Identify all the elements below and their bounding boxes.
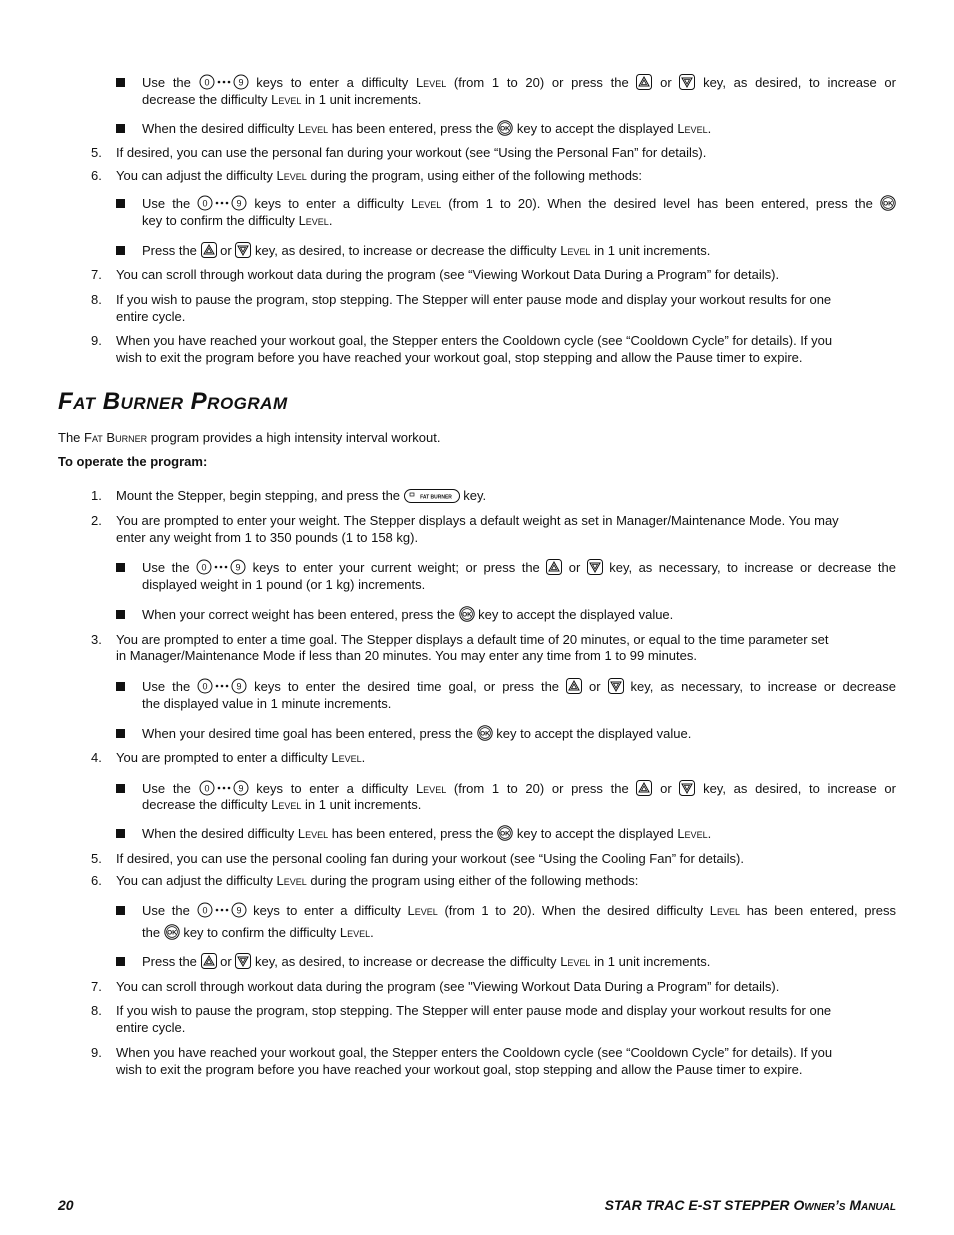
bullet-marker bbox=[116, 563, 125, 572]
down-key-icon bbox=[679, 780, 695, 796]
fb-b8: Press the or key, as desired, to increase or decrease the difficulty Level in 1 unit increments. bbox=[142, 954, 711, 969]
bullet-marker bbox=[116, 784, 125, 793]
ok-key-icon bbox=[880, 195, 896, 211]
step-number: 7. bbox=[91, 979, 102, 994]
down-key-icon bbox=[235, 953, 251, 969]
bullet-marker bbox=[116, 906, 125, 915]
step-number: 4. bbox=[91, 750, 102, 765]
digit-keys-icon bbox=[196, 559, 246, 575]
fb-step3-line1: You are prompted to enter a time goal. The Stepper displays a default time of 20 minutes, or equal to the time parameter set bbox=[116, 632, 829, 647]
up-key-icon bbox=[546, 559, 562, 575]
top-b1-line1: Use the keys to enter a difficulty Level (from 1 to 20) or press the or key, as desired, to increase or bbox=[142, 75, 896, 90]
bullet-marker bbox=[116, 610, 125, 619]
up-key-icon bbox=[636, 780, 652, 796]
step-number: 7. bbox=[91, 267, 102, 282]
fb-step7: You can scroll through workout data during the program (see "Viewing Workout Data During a Program” for details). bbox=[116, 979, 780, 994]
top-step9-line1: When you have reached your workout goal, the Stepper enters the Cooldown cycle (see “Cooldown Cycle” for details). If you bbox=[116, 333, 833, 348]
fb-step2-line1: You are prompted to enter your weight. The Stepper displays a default weight as set in Manager/Maintenance Mode. You may bbox=[116, 513, 839, 528]
bullet-marker bbox=[116, 829, 125, 838]
ok-key-icon bbox=[164, 924, 180, 940]
step-number: 5. bbox=[91, 851, 102, 866]
digit-keys-icon bbox=[199, 74, 249, 90]
fb-b1-line2: displayed weight in 1 pound (or 1 kg) increments. bbox=[142, 577, 426, 592]
step-number: 9. bbox=[91, 333, 102, 348]
top-b1-line2: decrease the difficulty Level in 1 unit increments. bbox=[142, 92, 422, 107]
fb-step6: You can adjust the difficulty Level during the program using either of the following methods: bbox=[116, 873, 639, 888]
top-step6: You can adjust the difficulty Level during the program, using either of the following methods: bbox=[116, 168, 643, 183]
fb-step3-line2: in Manager/Maintenance Mode if less than 20 minutes. You may enter any time from 1 to 99 minutes. bbox=[116, 648, 697, 663]
down-key-icon bbox=[235, 242, 251, 258]
fb-step9-line1: When you have reached your workout goal, the Stepper enters the Cooldown cycle (see “Cooldown Cycle” for details). If you bbox=[116, 1045, 833, 1060]
bullet-marker bbox=[116, 199, 125, 208]
bullet-marker bbox=[116, 78, 125, 87]
step-number: 3. bbox=[91, 632, 102, 647]
fb-b3-line1: Use the keys to enter the desired time goal, or press the or key, as necessary, to increase or decrease bbox=[142, 679, 896, 694]
top-step9-line2: wish to exit the program before you have reached your workout goal, stop stepping and allow the Pause timer to expire. bbox=[116, 350, 803, 365]
step-number: 6. bbox=[91, 873, 102, 888]
fb-step8-line1: If you wish to pause the program, stop stepping. The Stepper will enter pause mode and display your workout results for one bbox=[116, 1003, 832, 1018]
step-number: 8. bbox=[91, 1003, 102, 1018]
fb-b5-line1: Use the keys to enter a difficulty Level (from 1 to 20) or press the or key, as desired, to increase or bbox=[142, 781, 896, 796]
ok-key-icon bbox=[477, 725, 493, 741]
fb-step9-line2: wish to exit the program before you have reached your workout goal, stop stepping and allow the Pause timer to expire. bbox=[116, 1062, 803, 1077]
step-number: 2. bbox=[91, 513, 102, 528]
step-number: 5. bbox=[91, 145, 102, 160]
up-key-icon bbox=[636, 74, 652, 90]
top-step7: You can scroll through workout data during the program (see “Viewing Workout Data During a Program” for details). bbox=[116, 267, 780, 282]
page-number: 20 bbox=[58, 1197, 74, 1213]
step-number: 9. bbox=[91, 1045, 102, 1060]
operate-heading: To operate the program: bbox=[58, 454, 208, 469]
bullet-marker bbox=[116, 246, 125, 255]
manual-title: STAR TRAC E-ST STEPPER Owner’s Manual bbox=[604, 1197, 896, 1213]
ok-key-icon bbox=[497, 825, 513, 841]
fb-step5: If desired, you can use the personal cooling fan during your workout (see “Using the Cooling Fan” for details). bbox=[116, 851, 744, 866]
fb-b1-line1: Use the keys to enter your current weight; or press the or key, as necessary, to increase or decrease the bbox=[142, 560, 897, 575]
bullet-marker bbox=[116, 682, 125, 691]
step-number: 8. bbox=[91, 292, 102, 307]
fb-b7-line1: Use the keys to enter a difficulty Level (from 1 to 20). When the desired difficulty Level has been entered, press bbox=[142, 903, 896, 918]
fb-b6: When the desired difficulty Level has been entered, press the key to accept the displayed Level. bbox=[142, 826, 712, 841]
fb-b4: When your desired time goal has been entered, press the key to accept the displayed value. bbox=[142, 726, 692, 741]
step-number: 1. bbox=[91, 488, 102, 503]
fb-b3-line2: the displayed value in 1 minute increments. bbox=[142, 696, 392, 711]
top-b3-line2: key to confirm the difficulty Level. bbox=[142, 213, 333, 228]
fb-b2: When your correct weight has been entered, press the key to accept the displayed value. bbox=[142, 607, 674, 622]
up-key-icon bbox=[566, 678, 582, 694]
up-key-icon bbox=[201, 242, 217, 258]
fb-b7-line2: the key to confirm the difficulty Level. bbox=[142, 925, 374, 940]
step-number: 6. bbox=[91, 168, 102, 183]
top-b2: When the desired difficulty Level has been entered, press the key to accept the displayed Level. bbox=[142, 121, 712, 136]
fb-step4: You are prompted to enter a difficulty Level. bbox=[116, 750, 366, 765]
fat-burner-key-icon bbox=[404, 489, 460, 503]
down-key-icon bbox=[587, 559, 603, 575]
fb-step8-line2: entire cycle. bbox=[116, 1020, 186, 1035]
section-title: Fat Burner Program bbox=[58, 388, 288, 415]
fb-b5-line2: decrease the difficulty Level in 1 unit increments. bbox=[142, 797, 422, 812]
up-key-icon bbox=[201, 953, 217, 969]
down-key-icon bbox=[608, 678, 624, 694]
top-step8-line2: entire cycle. bbox=[116, 309, 186, 324]
down-key-icon bbox=[679, 74, 695, 90]
ok-key-icon bbox=[497, 120, 513, 136]
svg-text:FAT BURNER: FAT BURNER bbox=[419, 494, 452, 501]
digit-keys-icon bbox=[197, 902, 247, 918]
bullet-marker bbox=[116, 957, 125, 966]
bullet-marker bbox=[116, 124, 125, 133]
fb-step1: Mount the Stepper, begin stepping, and press the FAT BURNER key. bbox=[116, 488, 487, 503]
top-step8-line1: If you wish to pause the program, stop stepping. The Stepper will enter pause mode and display your workout results for one bbox=[116, 292, 832, 307]
top-b4: Press the or key, as desired, to increase or decrease the difficulty Level in 1 unit increments. bbox=[142, 243, 711, 258]
digit-keys-icon bbox=[199, 780, 249, 796]
top-step5: If desired, you can use the personal fan during your workout (see “Using the Personal Fan” for details). bbox=[116, 145, 707, 160]
top-b3-line1: Use the keys to enter a difficulty Level (from 1 to 20). When the desired level has been entered, press the bbox=[142, 195, 896, 212]
digit-keys-icon bbox=[197, 195, 247, 211]
bullet-marker bbox=[116, 729, 125, 738]
ok-key-icon bbox=[459, 606, 475, 622]
fb-step2-line2: enter any weight from 1 to 350 pounds (1 to 158 kg). bbox=[116, 530, 419, 545]
section-intro: The Fat Burner program provides a high intensity interval workout. bbox=[58, 430, 441, 445]
digit-keys-icon bbox=[197, 678, 247, 694]
